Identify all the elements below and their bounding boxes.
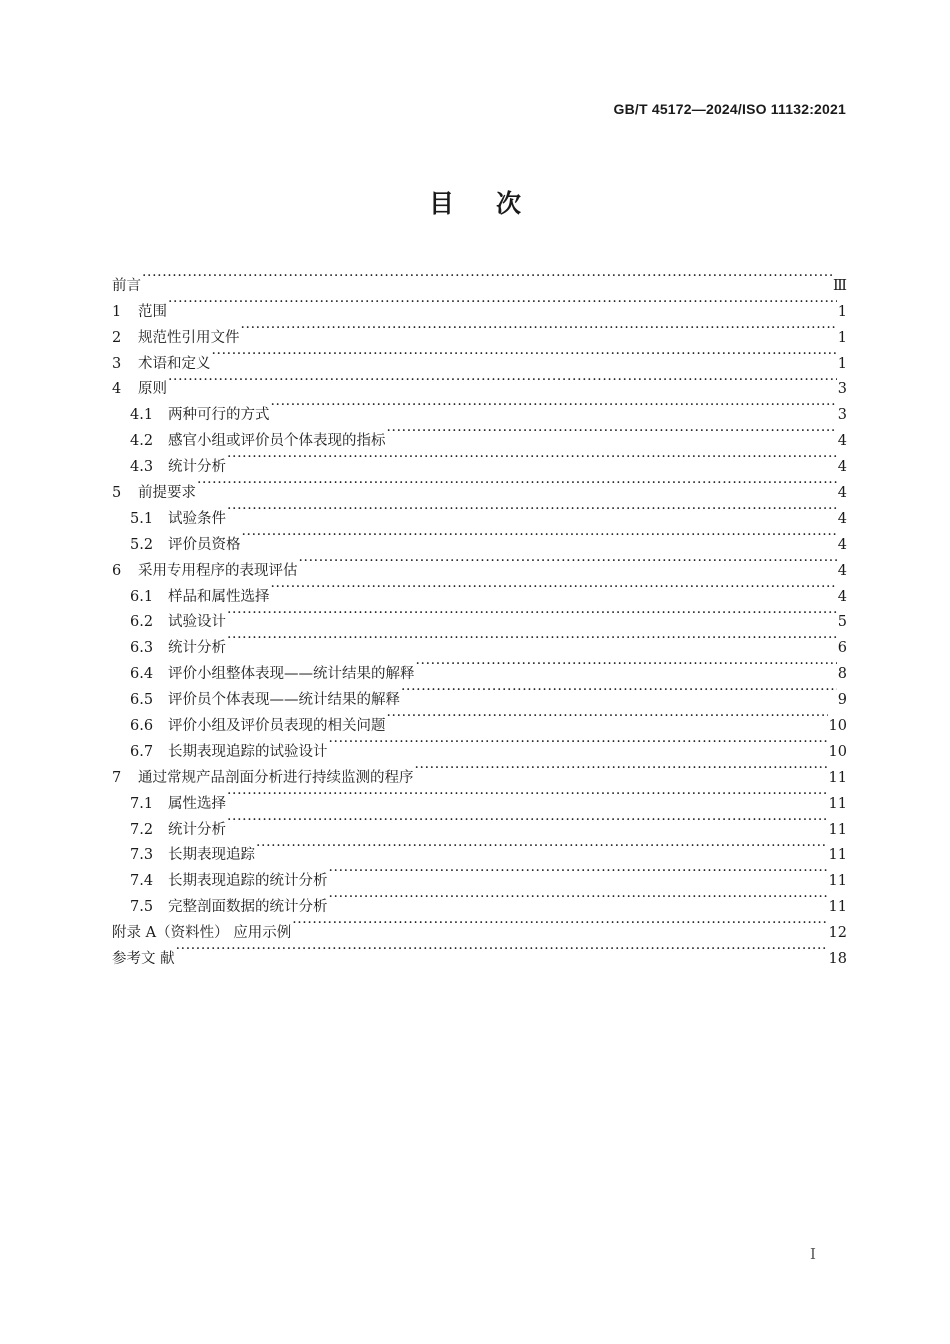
toc-entry-page: 11	[828, 769, 847, 786]
toc-entry-number: 7.3	[130, 847, 154, 864]
toc-dot-leader	[299, 549, 837, 575]
toc-entry-title: 统计分析	[168, 821, 226, 838]
toc-dot-leader	[256, 834, 828, 860]
toc-dot-leader	[401, 678, 837, 704]
toc-entry[interactable]	[112, 316, 847, 346]
toc-entry-page: 5	[837, 614, 847, 631]
toc-entry-page: 10	[828, 718, 847, 735]
toc-entry-number: 4	[112, 381, 122, 398]
toc-entry-title: 感官小组或评价员个体表现的指标	[168, 433, 386, 450]
toc-dot-leader	[416, 652, 837, 678]
toc-entry-page: 4	[837, 588, 847, 605]
toc-entry-title: 评价员个体表现——统计结果的解释	[168, 692, 400, 709]
toc-dot-leader	[176, 937, 828, 963]
toc-dot-leader	[212, 342, 837, 368]
toc-entry[interactable]	[112, 471, 847, 502]
toc-entry-title: 样品和属性选择	[168, 588, 270, 605]
toc-entry-number: 6.7	[130, 743, 154, 760]
toc-entry-number: 4.1	[130, 407, 154, 424]
toc-entry-number: 6.5	[130, 692, 154, 709]
toc-entry[interactable]	[112, 937, 847, 968]
toc-entry-page: Ⅲ	[833, 277, 847, 294]
toc-entry-title: 参考文 献	[112, 951, 175, 968]
toc-dot-leader	[387, 419, 837, 445]
standard-code: GB/T 45172—2024/ISO 11132:2021	[613, 101, 846, 117]
toc-entry-title: 试验设计	[168, 614, 226, 631]
toc-dot-leader	[329, 730, 828, 756]
toc-entry-number: 7.5	[130, 899, 154, 916]
toc-dot-leader	[227, 782, 828, 808]
toc-dot-leader	[227, 601, 837, 627]
toc-dot-leader	[142, 264, 832, 290]
toc-entry-number: 5.1	[130, 510, 154, 527]
toc-entry-number: 6.2	[130, 614, 154, 631]
toc-entry-number: 7	[112, 769, 122, 786]
toc-entry-number: 7.1	[130, 795, 154, 812]
toc-entry-number: 7.2	[130, 821, 154, 838]
toc-entry-title: 统计分析	[168, 459, 226, 476]
toc-entry-page: 8	[837, 666, 847, 683]
toc-entry-number: 1	[112, 303, 122, 320]
toc-dot-leader	[271, 393, 837, 419]
toc-entry-number: 6.3	[130, 640, 154, 657]
toc-dot-leader	[168, 290, 837, 316]
toc-entry[interactable]	[112, 264, 847, 294]
toc-entry-page: 4	[837, 485, 847, 502]
toc-entry[interactable]	[112, 393, 847, 424]
toc-entry-page: 12	[828, 925, 847, 942]
toc-dot-leader	[242, 523, 837, 549]
toc-dot-leader	[227, 626, 837, 652]
toc-entry-page: 11	[828, 873, 847, 890]
toc-dot-leader	[329, 859, 828, 885]
toc-entry-page: 1	[837, 355, 847, 372]
toc-entry-page: 6	[837, 640, 847, 657]
toc-entry-number: 4.3	[130, 459, 154, 476]
toc-entry-page: 3	[837, 407, 847, 424]
toc-dot-leader	[292, 911, 827, 937]
toc-dot-leader	[227, 808, 828, 834]
toc-entry-page: 11	[828, 795, 847, 812]
toc-entry-page: 4	[837, 536, 847, 553]
toc-entry[interactable]	[112, 497, 847, 527]
toc-dot-leader	[168, 368, 837, 394]
toc-entry-number: 6.1	[130, 588, 154, 605]
toc-entry-title: 评价员资格	[168, 536, 241, 553]
toc-entry-title: 完整剖面数据的统计分析	[168, 899, 328, 916]
toc-entry[interactable]	[112, 290, 847, 320]
footer-page-number: I	[810, 1245, 816, 1263]
toc-entry-number: 5.2	[130, 536, 154, 553]
toc-entry-title: 原则	[138, 381, 167, 398]
toc-entry-title: 术语和定义	[138, 355, 211, 372]
toc-dot-leader	[227, 497, 837, 523]
toc-entry[interactable]	[112, 368, 847, 398]
toc-entry-page: 1	[837, 303, 847, 320]
toc-entry-title: 通过常规产品剖面分析进行持续监测的程序	[138, 769, 414, 786]
page-title: 目次	[428, 189, 563, 218]
toc-entry-number: 2	[112, 329, 122, 346]
toc-entry-title: 范围	[138, 303, 167, 320]
toc-entry-title: 前提要求	[138, 485, 196, 502]
toc-entry-number: 4.2	[130, 433, 154, 450]
toc-entry-title: 评价小组及评价员表现的相关问题	[168, 718, 386, 735]
toc-entry-number: 7.4	[130, 873, 154, 890]
toc-entry-number: 6	[112, 562, 122, 579]
toc-dot-leader	[387, 704, 828, 730]
toc-entry-page: 10	[828, 743, 847, 760]
toc-entry-page: 11	[828, 899, 847, 916]
toc-entry-number: 6.6	[130, 718, 154, 735]
toc-entry-page: 11	[828, 821, 847, 838]
toc-dot-leader	[271, 575, 837, 601]
toc-entry-title: 评价小组整体表现——统计结果的解释	[168, 666, 415, 683]
toc-dot-leader	[227, 445, 837, 471]
toc-entry-title: 长期表现追踪	[168, 847, 255, 864]
toc-entry-title: 采用专用程序的表现评估	[138, 562, 298, 579]
toc-dot-leader	[241, 316, 837, 342]
table-of-contents	[112, 264, 847, 968]
toc-entry-page: 4	[837, 433, 847, 450]
toc-entry-page: 9	[837, 692, 847, 709]
toc-entry-number: 5	[112, 485, 122, 502]
toc-entry-title: 属性选择	[168, 795, 226, 812]
toc-entry-title: 试验条件	[168, 510, 226, 527]
toc-entry-page: 4	[837, 459, 847, 476]
toc-entry-title: 前言	[112, 277, 141, 294]
toc-entry-page: 3	[837, 381, 847, 398]
toc-entry-title: 长期表现追踪的统计分析	[168, 873, 328, 890]
toc-entry-page: 18	[828, 951, 847, 968]
toc-entry[interactable]	[112, 342, 847, 372]
toc-entry-page: 4	[837, 562, 847, 579]
toc-entry-title: 长期表现追踪的试验设计	[168, 743, 328, 760]
toc-entry-page: 1	[837, 329, 847, 346]
toc-entry-page: 4	[837, 510, 847, 527]
toc-entry-number: 3	[112, 355, 122, 372]
toc-dot-leader	[329, 885, 828, 911]
toc-entry-number: 6.4	[130, 666, 154, 683]
toc-entry-page: 11	[828, 847, 847, 864]
toc-entry-title: 统计分析	[168, 640, 226, 657]
toc-entry-title: 规范性引用文件	[138, 329, 240, 346]
toc-entry-title: 附录 A（资料性） 应用示例	[112, 925, 292, 942]
toc-dot-leader	[415, 756, 828, 782]
toc-dot-leader	[197, 471, 837, 497]
toc-entry-title: 两种可行的方式	[168, 407, 270, 424]
